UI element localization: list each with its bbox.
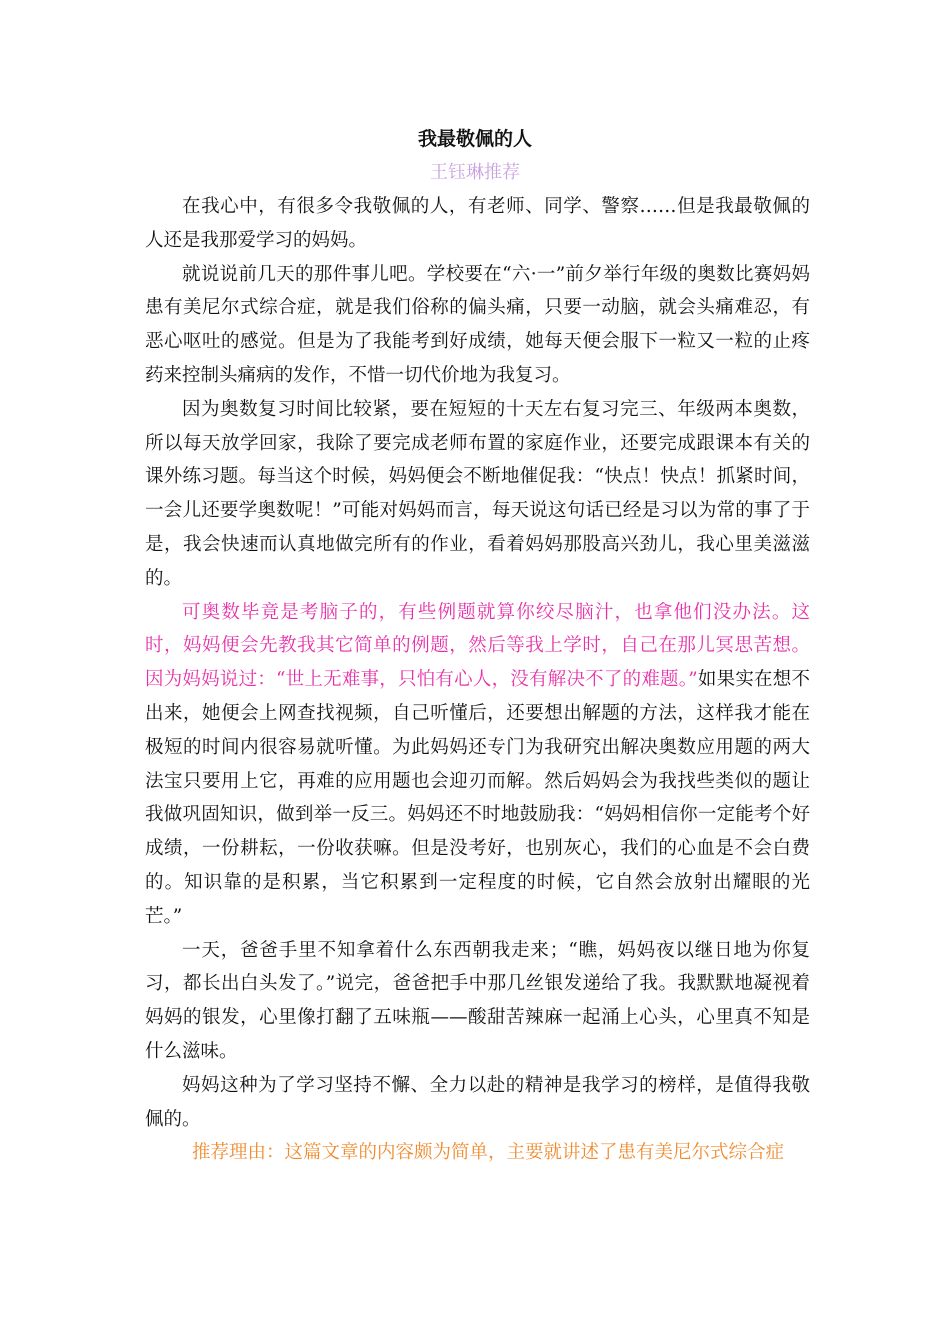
highlighted-text: 可奥数毕竟是考脑子的，有些例题就算你绞尽脑汁，也拿他们没办法。这时，妈妈便会先教我其它简单的例题，然后等我上学时，自己在那儿冥思苦想。因为妈妈说过：“世上无难事，只怕有心人，没有解决不了的难题。” — [145, 601, 810, 691]
paragraph-5: 一天，爸爸手里不知拿着什么东西朝我走来；“瞧，妈妈夜以继日地为你复习，都长出白头发了。”说完，爸爸把手中那几丝银发递给了我。我默默地凝视着妈妈的银发，心里像打翻了五味瓶——酸甜苦辣麻一起涌上心头，心里真不知是什么滋味。 — [145, 939, 810, 1062]
recommendation-text: 推荐理由：这篇文章的内容颇为简单，主要就讲述了患有美尼尔式综合症 — [192, 1142, 785, 1164]
page-title: 我最敬佩的人 — [417, 128, 532, 150]
paragraph-3: 因为奥数复习时间比较紧，要在短短的十天左右复习完三、年级两本奥数，所以每天放学回家，我除了要完成老师布置的家庭作业，还要完成跟课本有关的课外练习题。每当这个时候，妈妈便会不断地催促我：“快点！快点！抓紧时间，一会儿还要学奥数呢！”可能对妈妈而言，每天说这句话已经是习以为常的事了于是，我会快速而认真地做完所有的作业，看着妈妈那股高兴劲儿，我心里美滋滋的。 — [145, 398, 810, 589]
paragraph-4-rest: 如果实在想不出来，她便会上网查找视频，自己听懂后，还要想出解题的方法，这样我才能在极短的时间内很容易就听懂。为此妈妈还专门为我研究出解决奥数应用题的两大法宝只要用上它，再难的应用题也会迎刃而解。然后妈妈会为我找些类似的题让我做巩固知识，做到举一反三。妈妈还不时地鼓励我：“妈妈相信你一定能考个好成绩，一份耕耘，一份收获嘛。但是没考好，也别灰心，我们的心血是不会白费的。知识靠的是积累，当它积累到一定程度的时候，它自然会放射出耀眼的光芒。” — [145, 669, 810, 927]
paragraph-4 — [145, 596, 810, 934]
author-line: 王钰琳推荐 — [430, 162, 520, 183]
article-body — [145, 190, 810, 1170]
paragraph-6: 妈妈这种为了学习坚持不懈、全力以赴的精神是我学习的榜样，是值得我敬佩的。 — [145, 1074, 810, 1130]
paragraph-2: 就说说前几天的那件事儿吧。学校要在“六·一”前夕举行年级的奥数比赛妈妈患有美尼尔式综合症，就是我们俗称的偏头痛，只要一动脑，就会头痛难忍，有恶心呕吐的感觉。但是为了我能考到好成绩，她每天便会服下一粒又一粒的止疼药来控制头痛病的发作，不惜一切代价地为我复习。 — [145, 263, 810, 386]
paragraph-1: 在我心中，有很多令我敬佩的人，有老师、同学、警察……但是我最敬佩的人还是我那爱学习的妈妈。 — [145, 196, 810, 251]
